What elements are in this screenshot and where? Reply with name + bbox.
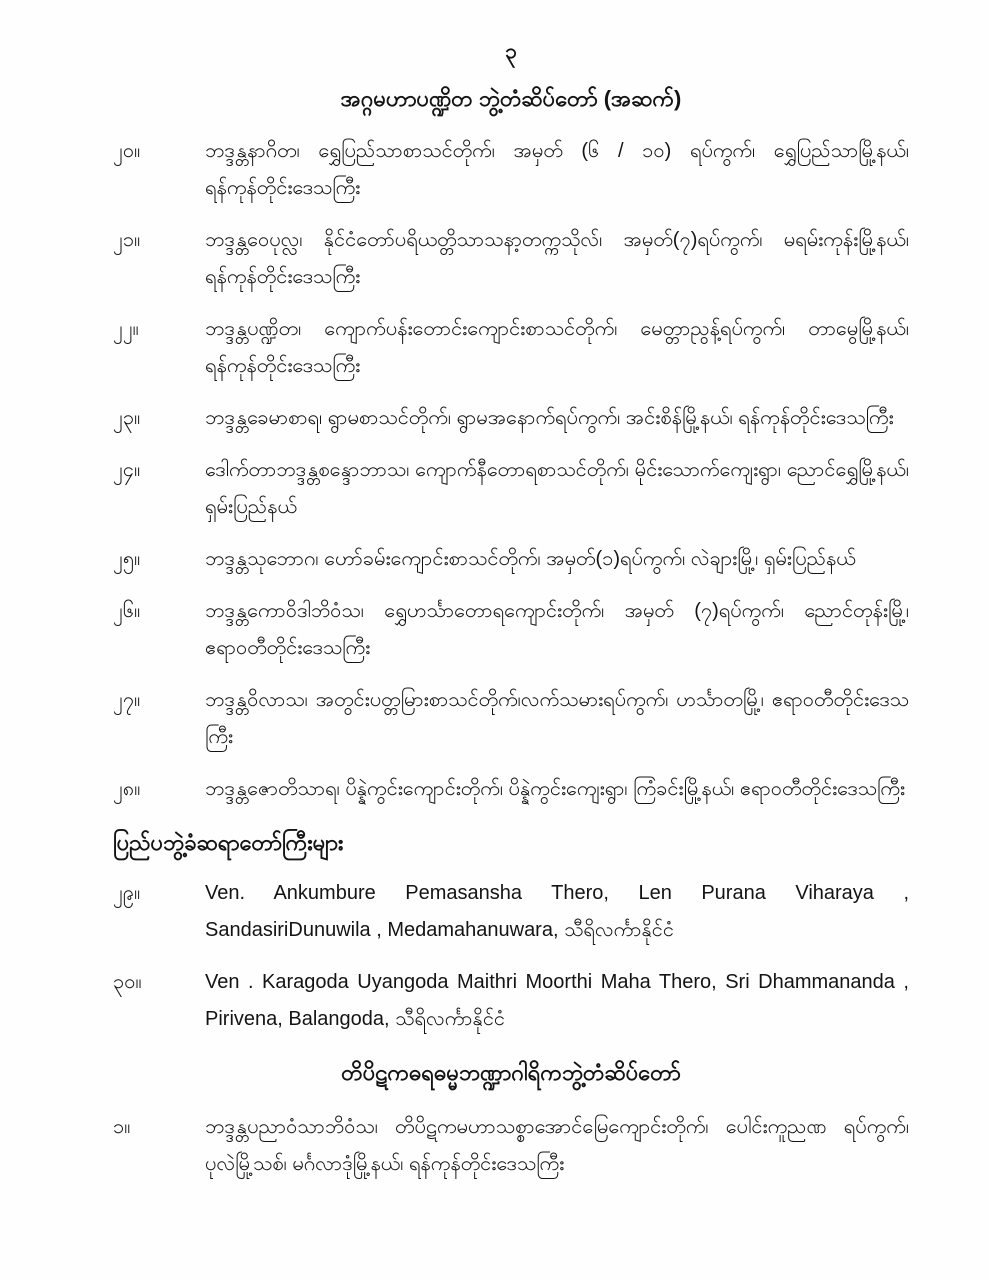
entry-number: ၂၀။	[113, 140, 141, 162]
entry-number: ၃၀။	[113, 971, 142, 993]
list-item	[113, 593, 909, 667]
entry-number: ၂၂။	[113, 318, 139, 340]
list-item	[113, 682, 909, 756]
list-item	[113, 1109, 909, 1183]
entry-number: ၁။	[113, 1116, 131, 1138]
section-title-agga-maha-pandita: အဂ္ဂမဟာပဏ္ဍိတ ဘွဲ့တံဆိပ်တော် (အဆက်)	[340, 86, 682, 111]
list-item	[113, 311, 909, 385]
entry-text: Ven. Ankumbure Pemasansha Thero, Len Purana Viharaya , SandasiriDunuwila , Medamahanuwara, သီရိလင်္ကာနိုင်ငံ	[205, 882, 909, 941]
entry-text: ဘဒ္ဒန္တနာဂိတ၊ ရွှေပြည်သာစာသင်တိုက်၊ အမှတ် (၆ / ၁၀) ရပ်ကွက်၊ ရွှေပြည်သာမြို့နယ်၊ ရန်ကုန်တိုင်းဒေသကြီး	[205, 140, 909, 199]
entry-number: ၂၉။	[113, 882, 141, 904]
list-item	[113, 452, 909, 526]
entry-text: ဘဒ္ဒန္တသုဘောဂ၊ ဟော်ခမ်းကျောင်းစာသင်တိုက်၊ အမှတ်(၁)ရပ်ကွက်၊ လဲချားမြို့၊ ရှမ်းပြည်နယ်	[205, 548, 856, 570]
entry-number: ၂၁။	[113, 229, 141, 251]
entry-number: ၂၄။	[113, 459, 141, 481]
entry-text: ဘဒ္ဒန္တဝိလာသ၊ အတွင်းပတ္တမြားစာသင်တိုက်၊လက်သမားရပ်ကွက်၊ ဟင်္သာတမြို့၊ ဧရာဝတီတိုင်းဒေသကြီး	[205, 689, 909, 748]
page-number: ၃	[505, 40, 517, 63]
entry-number: ၂၅။	[113, 548, 141, 570]
list-item	[113, 222, 909, 296]
entry-number: ၂၈။	[113, 778, 141, 800]
entry-number: ၂၇။	[113, 689, 141, 711]
entry-text: ဘဒ္ဒန္တခေမာစာရ၊ ရွာမစာသင်တိုက်၊ ရွာမအနောက်ရပ်ကွက်၊ အင်းစိန်မြို့နယ်၊ ရန်ကုန်တိုင်းဒေသကြီး	[205, 407, 894, 429]
section-title-tipitakadhara: တိပိဋကဓရဓမ္မဘဏ္ဍာဂါရိကဘွဲ့တံဆိပ်တော်	[341, 1060, 681, 1085]
entry-text: ဒေါက်တာဘဒ္ဒန္တစန္ဒောဘာသ၊ ကျောက်နီတောရစာသင်တိုက်၊ မိုင်းသောက်ကျေးရွာ၊ ညောင်ရွှေမြို့နယ်၊ ရှမ်းပြည်နယ်	[205, 459, 909, 518]
entry-text: ဘဒ္ဒန္တကောဝိဒါဘိဝံသ၊ ရွှေဟင်္သာတောရကျောင်းတိုက်၊ အမှတ် (၇)ရပ်ကွက်၊ ညောင်တုန်းမြို့၊ ဧရာဝတီတိုင်းဒေသကြီး	[205, 600, 909, 659]
list-item	[113, 400, 909, 437]
entry-text: ဘဒ္ဒန္တဇောတိသာရ၊ ပိန္နဲကွင်းကျောင်းတိုက်၊ ပိန္နဲကွင်းကျေးရွာ၊ ကြံခင်းမြို့နယ်၊ ဧရာဝတီတိုင်းဒေသကြီး	[205, 778, 905, 800]
section-title-foreign-sayadaws: ပြည်ပဘွဲ့ခံဆရာတော်ကြီးများ	[113, 830, 344, 855]
list-item	[113, 875, 909, 949]
list-item	[113, 133, 909, 207]
entry-text: Ven . Karagoda Uyangoda Maithri Moorthi Maha Thero, Sri Dhammananda , Pirivena, Balangoda, သီရိလင်္ကာနိုင်ငံ	[205, 971, 909, 1030]
entry-text: ဘဒ္ဒန္တပညာဝံသာဘိဝံသ၊ တိပိဋကမဟာသစ္စာအောင်မြေကျောင်းတိုက်၊ ပေါင်းကူညဏ ရပ်ကွက်၊ ပုလဲမြို့သစ်၊ မင်္ဂလာဒုံမြို့နယ်၊ ရန်ကုန်တိုင်းဒေသကြီး	[205, 1116, 909, 1175]
entry-number: ၂၆။	[113, 600, 141, 622]
entry-text: ဘဒ္ဒန္တပဏ္ဍိတ၊ ကျောက်ပန်းတောင်းကျောင်းစာသင်တိုက်၊ မေတ္တာညွန့်ရပ်ကွက်၊ တာမွေမြို့နယ်၊ ရန်ကုန်တိုင်းဒေသကြီး	[205, 318, 909, 377]
entry-number: ၂၃။	[113, 407, 141, 429]
entry-text: ဘဒ္ဒန္တဝေပုလ္လ၊ နိုင်ငံတော်ပရိယတ္တိသာသနာ့တက္ကသိုလ်၊ အမှတ်(၇)ရပ်ကွက်၊ မရမ်းကုန်းမြို့နယ်၊ ရန်ကုန်တိုင်းဒေသကြီး	[205, 229, 909, 288]
list-item	[113, 771, 909, 808]
list-item	[113, 964, 909, 1038]
list-item	[113, 541, 909, 578]
